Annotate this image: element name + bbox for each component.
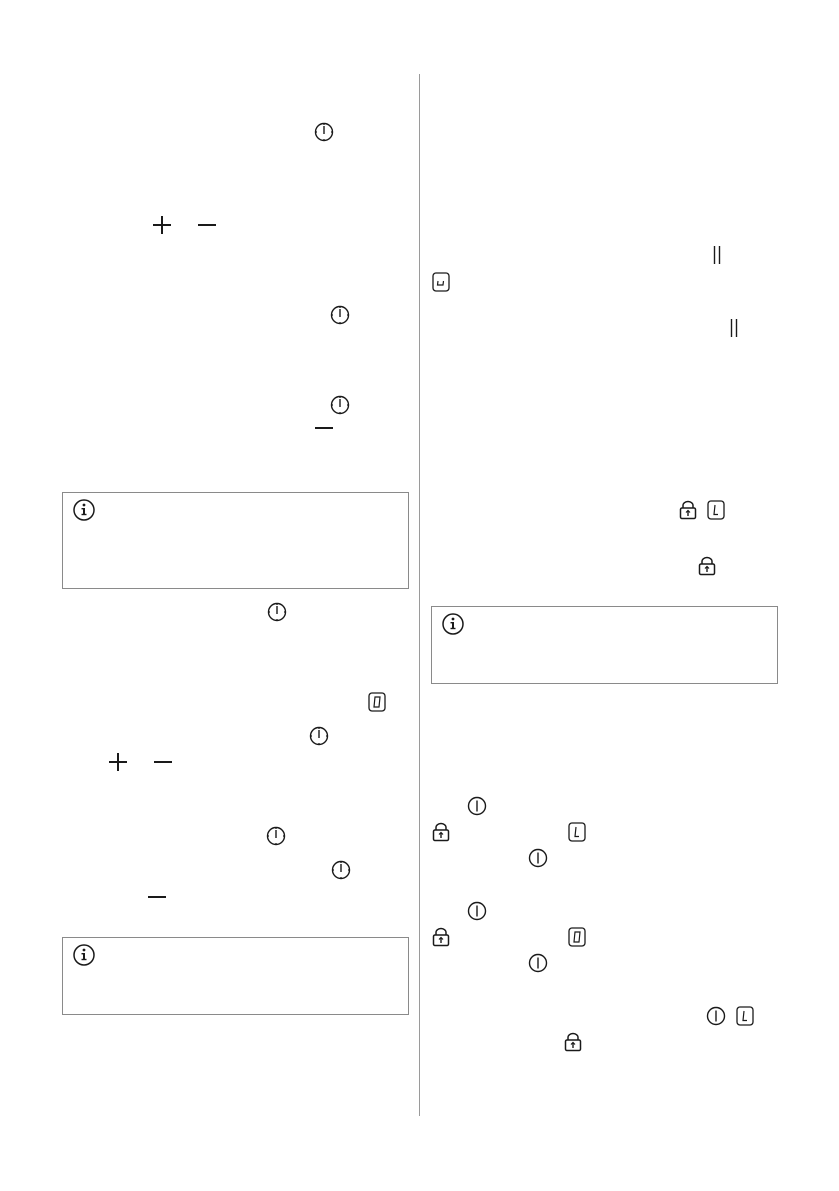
- minus-icon: [197, 215, 217, 235]
- timer-icon: [330, 305, 350, 325]
- keep-warm-icon: [432, 272, 450, 292]
- plus-icon: [108, 752, 128, 772]
- column-divider: [419, 74, 420, 1116]
- info-box: [62, 937, 409, 1015]
- minus-icon: [147, 887, 167, 907]
- timer-icon: [266, 826, 286, 846]
- info-icon: [73, 944, 95, 966]
- pause-icon: [711, 245, 723, 265]
- info-box: [62, 492, 409, 589]
- lock-icon: [563, 1032, 583, 1052]
- digit-l-icon: [736, 1006, 754, 1026]
- lock-icon: [678, 500, 698, 520]
- minus-icon: [314, 418, 334, 438]
- power-icon: [467, 796, 487, 816]
- lock-icon: [697, 556, 717, 576]
- info-icon: [442, 613, 464, 635]
- power-icon: [528, 953, 548, 973]
- timer-icon: [331, 860, 351, 880]
- digit-l-icon: [707, 500, 725, 520]
- info-icon: [73, 499, 95, 521]
- digit-0-icon: [568, 927, 586, 947]
- lock-icon: [431, 927, 451, 947]
- power-icon: [467, 901, 487, 921]
- timer-icon: [330, 395, 350, 415]
- digit-l-icon: [568, 822, 586, 842]
- power-icon: [528, 848, 548, 868]
- timer-icon: [267, 602, 287, 622]
- digit-0-icon: [368, 692, 386, 712]
- info-box: [431, 606, 778, 684]
- lock-icon: [431, 822, 451, 842]
- pause-icon: [728, 318, 740, 338]
- timer-icon: [314, 122, 334, 142]
- power-icon: [706, 1006, 726, 1026]
- minus-icon: [153, 752, 173, 772]
- timer-icon: [309, 726, 329, 746]
- plus-icon: [152, 215, 172, 235]
